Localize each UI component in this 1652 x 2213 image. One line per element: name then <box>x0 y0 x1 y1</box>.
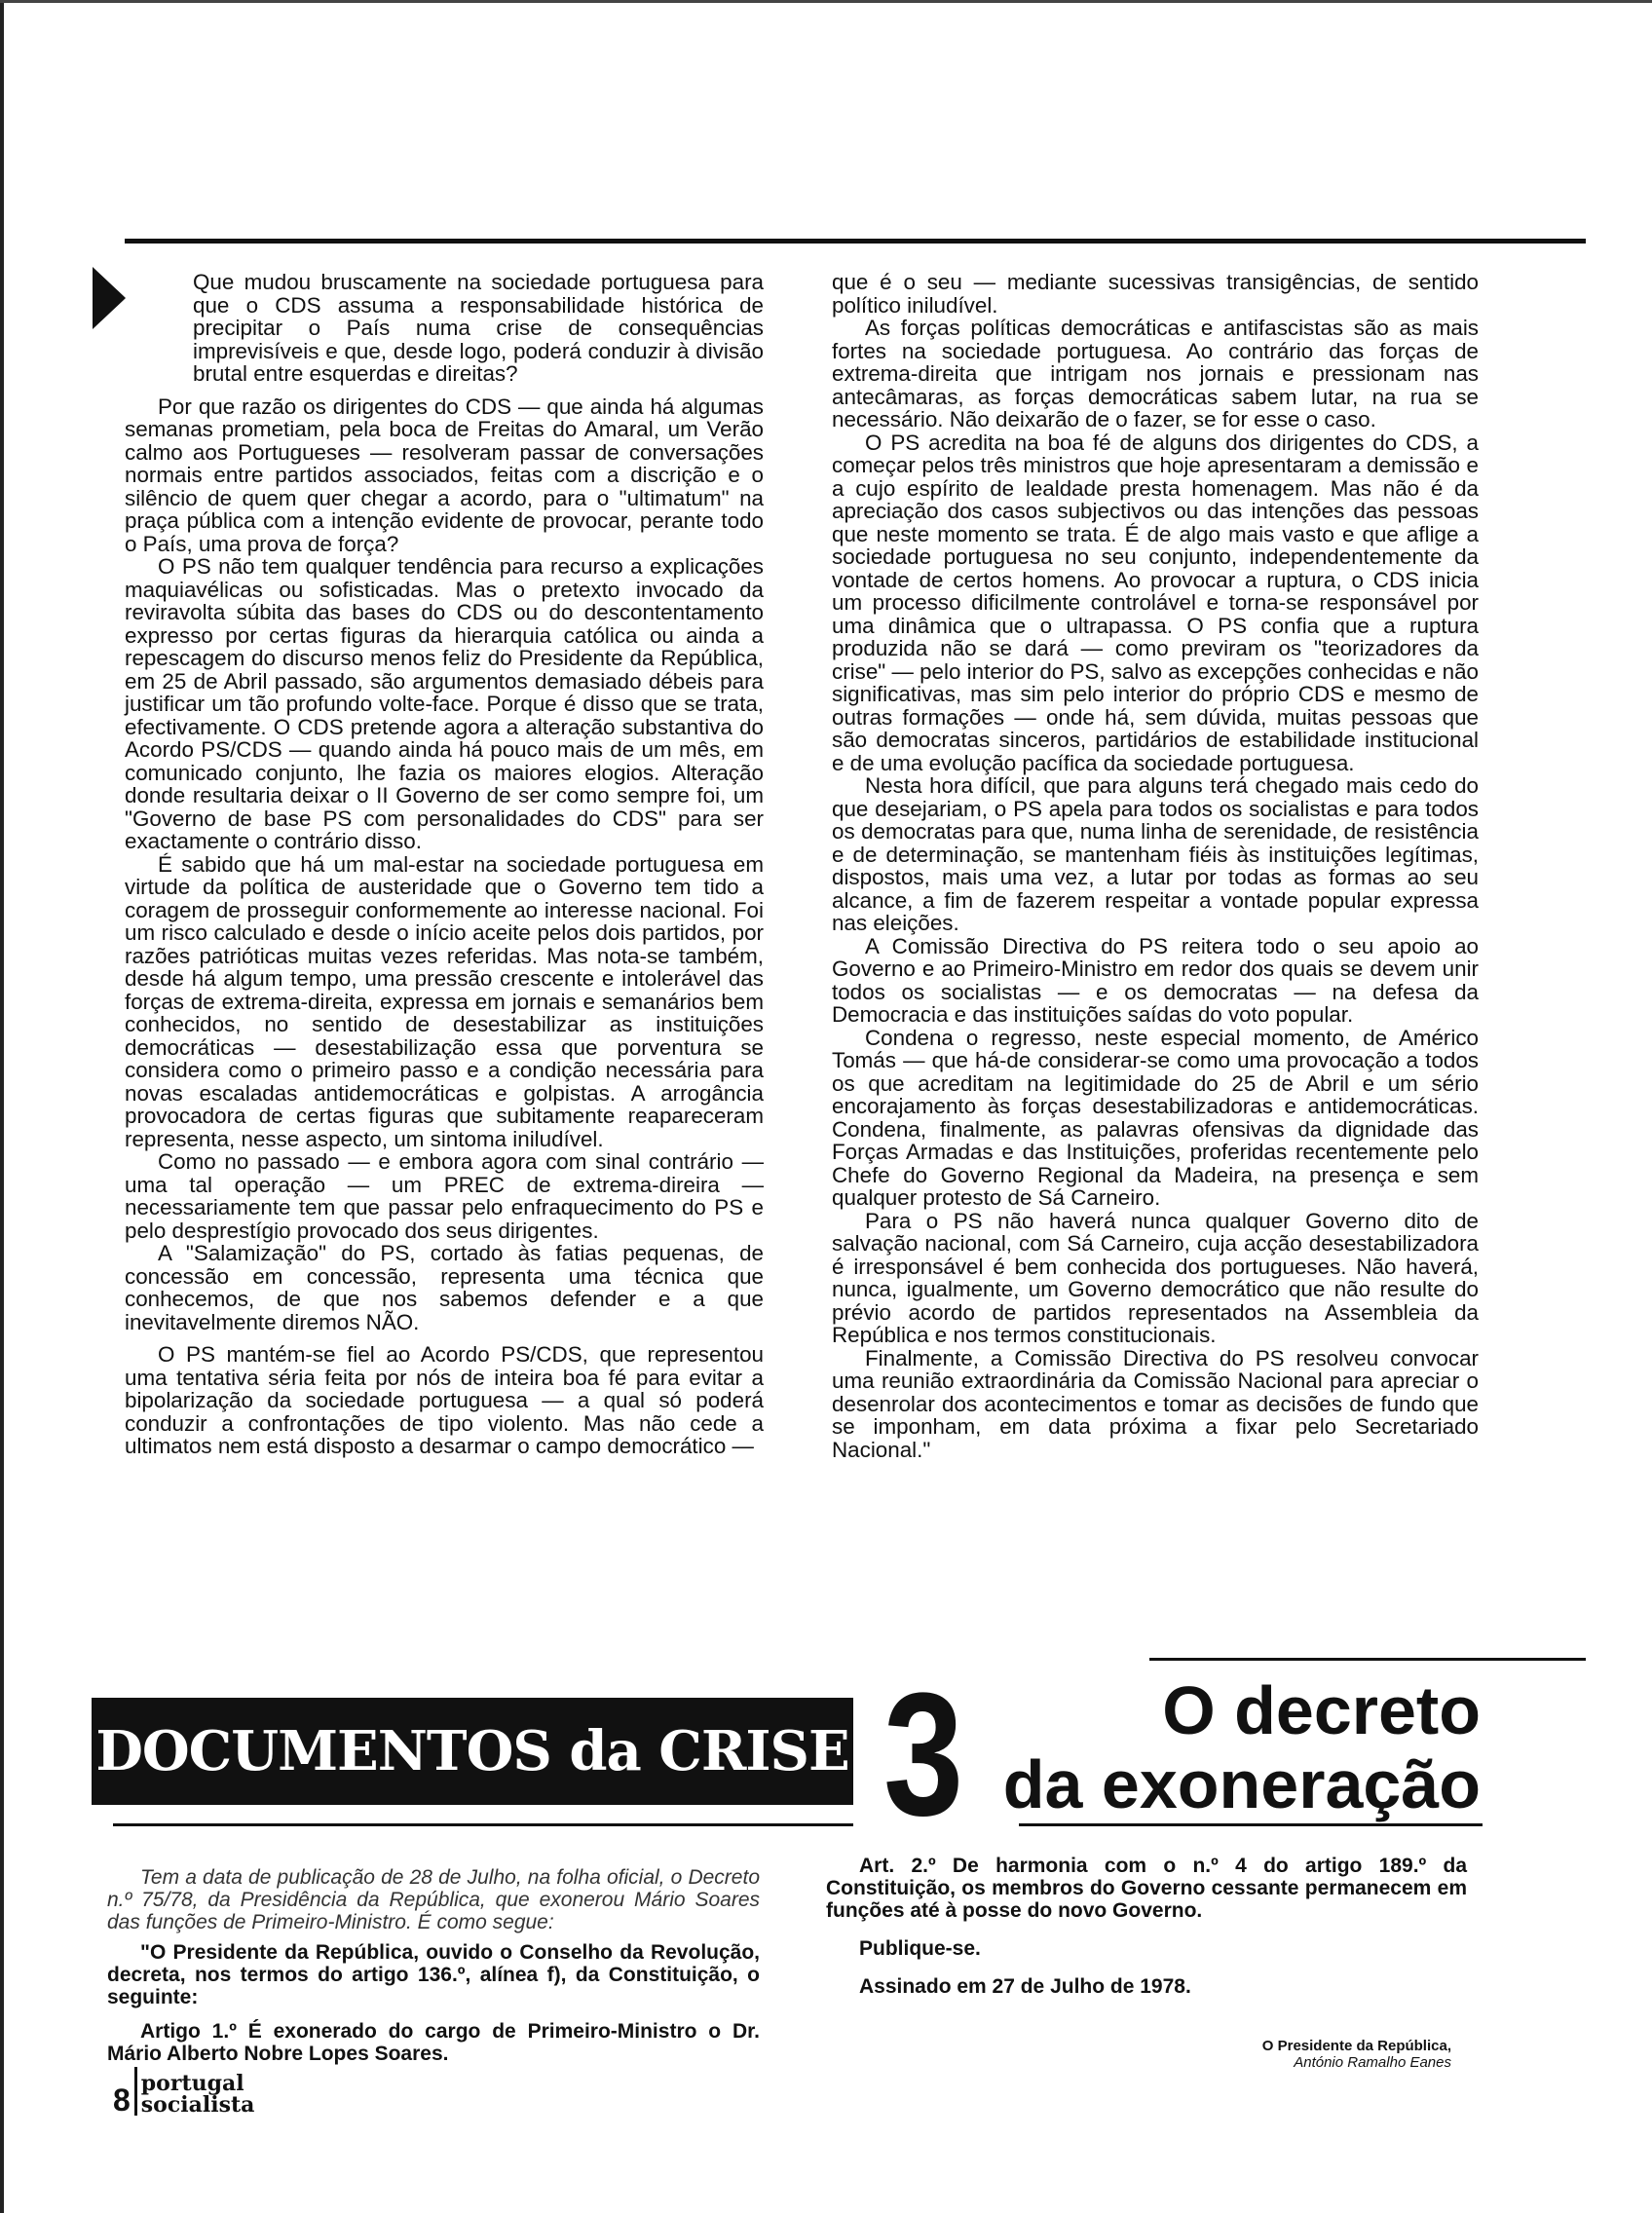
article-left-column <box>125 271 764 1458</box>
article-paragraph: Nesta hora difícil, que para alguns terá chegado mais cedo do que desejariam, o PS apela para todos os socialistas e para todos os democratas para que, numa linha de serenidade, de resistência e de determinação, se mantenham fiéis às instituições legítimas, dispostos, mais uma vez, a lutar por todas as formas ao seu alcance, a fim de fazerem respeitar a vontade popular expressa nas eleições. <box>832 773 1479 935</box>
section-underline-left <box>113 1823 853 1826</box>
article-paragraph: O PS não tem qualquer tendência para recurso a explicações maquiavélicas ou sofisticadas. Mas o pretexto invocado da reviravolta súbita das bases do CDS ou do descontentamento expresso por certas figuras da hierarquia católica ou ainda a repescagem do discurso menos feliz do Presidente da República, em 25 de Abril passado, são argumentos demasiado débeis para justificar um tão profundo volte-face. Porque é disso que se trata, efectivamente. O CDS pretende agora a alteração substantiva do Acordo PS/CDS — quando ainda há pouco mais de um mês, em comunicado conjunto, lhe fazia os maiores elogios. Alteração donde resultaria deixar o II Governo de ser como sempre foi, um "Governo de base PS com personalidades do CDS" para ser exactamente o contrário disso. <box>125 554 764 853</box>
article-paragraph: A Comissão Directiva do PS reitera todo o seu apoio ao Governo e ao Primeiro-Ministro em redor dos quais se devem unir todos os socialistas — e os democratas — na defesa da Democracia e das instituições saídas do voto popular. <box>832 933 1479 1027</box>
article-right-column <box>832 271 1479 1461</box>
decree-article-1: Artigo 1.º É exonerado do cargo de Primeiro-Ministro o Dr. Mário Alberto Nobre Lopes Soares. <box>107 2020 760 2065</box>
decree-article-2: Art. 2.º De harmonia com o n.º 4 do artigo 189.º da Constituição, os membros do Governo cessante permanecem em funções até à posse do novo Governo. <box>826 1855 1467 1922</box>
decree-signature <box>1140 2038 1451 2071</box>
top-rule <box>125 239 1586 244</box>
article-paragraph: O PS mantém-se fiel ao Acordo PS/CDS, que representou uma tentativa séria feita por nós de inteira boa fé para evitar a bipolarização da sociedade portuguesa — a qual só poderá conduzir a confrontações de tipo violento. Mas não cede a ultimatos nem está disposto a desarmar o campo democrático — <box>125 1342 764 1458</box>
footer-divider <box>134 2067 137 2116</box>
section-rule <box>1149 1658 1586 1661</box>
decree-intro: Tem a data de publicação de 28 de Julho, na folha oficial, o Decreto n.º 75/78, da Presidência da República, que exonerou Mário Soares das funções de Primeiro-Ministro. É como segue: <box>107 1866 760 1933</box>
section-title <box>994 1673 1481 1821</box>
section-number: 3 <box>883 1657 964 1853</box>
decree-left-column <box>107 1866 760 2065</box>
page-edge-top <box>0 0 1652 3</box>
section-title-line1: O decreto <box>1162 1672 1481 1748</box>
article-paragraph: A "Salamização" do PS, cortado às fatias pequenas, de concessão em concessão, representa uma técnica que conhecemos, de que nos sabemos defender e a que inevitavelmente diremos NÃO. <box>125 1241 764 1334</box>
section-banner-text: DOCUMENTOS da CRISE <box>95 1719 849 1783</box>
article-paragraph: Para o PS não haverá nunca qualquer Governo dito de salvação nacional, com Sá Carneiro, cuja acção desestabilizadora é irresponsável é bem conhecida dos portugueses. Não haverá, nunca, igualmente, um Governo democrático que não resulte do prévio acordo de partidos representados na Assembleia da República e nos termos constitucionais. <box>832 1208 1479 1347</box>
decree-right-column <box>826 1855 1467 1998</box>
section-underline-right <box>1019 1823 1483 1826</box>
article-paragraph: Condena o regresso, neste especial momento, de Américo Tomás — que há-de considerar-se como uma provocação a todos os que acreditam na legitimidade do 25 de Abril e um sério encorajamento às forças desestabilizadoras e antidemocráticas. Condena, finalmente, as palavras ofensivas da dignidade das Forças Armadas e das Instituições, proferidas recentemente pelo Chefe do Governo Regional da Madeira, na presença e sem qualquer protesto de Sá Carneiro. <box>832 1025 1479 1210</box>
page-number: 8 <box>113 2082 131 2118</box>
decree-publish: Publique-se. <box>859 1937 981 1960</box>
article-paragraph: Como no passado — e embora agora com sinal contrário — uma tal operação — um PREC de extrema-direira — necessariamente tem que passar pelo enfraquecimento do PS e pelo desprestígio provocado dos seus dirigentes. <box>125 1149 764 1243</box>
section-title-line2: da exoneração <box>1002 1746 1481 1822</box>
signer-name: António Ramalho Eanes <box>1294 2054 1451 2071</box>
arrow-bullet-icon <box>93 267 126 329</box>
article-paragraph: O PS acredita na boa fé de alguns dos dirigentes do CDS, a começar pelos três ministros que hoje apresentaram a demissão e a cujo espírito de lealdade presta homenagem. Mas não é da apreciação dos casos subjectivos ou das intenções das pessoas que neste momento se trata. É de algo mais vasto e que aflige a sociedade portuguesa no seu conjunto, independentemente da vontade de certos homens. Ao provocar a ruptura, o CDS inicia um processo dificilmente controlável e torna-se responsável por uma dinâmica que o ultrapassa. O PS confia que a ruptura produzida não se dará — como previram os "teorizadores da crise" — pelo interior do PS, salvo as excepções conhecidas e não significativas, mas sim pelo interior do próprio CDS e mesmo de outras formações — onde há, sem dúvida, muitas pessoas que são democratas sinceros, partidários de estabilidade institucional e de uma evolução pacífica da sociedade portuguesa. <box>832 430 1479 775</box>
article-paragraph: Por que razão os dirigentes do CDS — que ainda há algumas semanas prometiam, pela boca de Freitas do Amaral, um Verão calmo aos Portugueses — resolveram passar de conversações normais entre partidos associados, feitas com a discrição e o silêncio de quem quer chegar a acordo, para o "ultimatum" na praça pública com a intenção evidente de provocar, perante todo o País, uma prova de força? <box>125 394 764 556</box>
decree-preamble: "O Presidente da República, ouvido o Conselho da Revolução, decreta, nos termos do artigo 136.º, alínea f), da Constituição, o seguinte: <box>107 1941 760 2008</box>
article-paragraph: Finalmente, a Comissão Directiva do PS resolveu convocar uma reunião extraordinária da Comissão Nacional para apreciar o desenrolar dos acontecimentos e tomar as decisões de fundo que se imponham, em data próxima a fixar pelo Secretariado Nacional." <box>832 1345 1479 1462</box>
section-banner <box>92 1698 853 1805</box>
page-edge-left <box>0 0 4 2213</box>
logo-line1: portugal <box>140 2071 244 2096</box>
page-footer <box>113 2061 254 2116</box>
article-paragraph: que é o seu — mediante sucessivas transigências, de sentido político iniludível. <box>832 270 1479 318</box>
signer-title: O Presidente da República, <box>1261 2038 1451 2054</box>
logo-line2: socialista <box>140 2092 255 2118</box>
article-paragraph: Que mudou bruscamente na sociedade portuguesa para que o CDS assuma a responsabilidade histórica de precipitar o País numa crise de consequências imprevisíveis e que, desde logo, poderá conduzir à divisão brutal entre esquerdas e direitas? <box>193 270 764 386</box>
decree-signed-date: Assinado em 27 de Julho de 1978. <box>859 1975 1191 1998</box>
publication-logo <box>141 2073 255 2116</box>
article-paragraph: As forças políticas democráticas e antifascistas são as mais fortes na sociedade portuguesa. Ao contrário das forças de extrema-direita que intrigam nos jornais e pressionam nas antecâmaras, as forças democráticas sabem lutar, na rua se necessário. Não deixarão de o fazer, se for esse o caso. <box>832 316 1479 431</box>
article-paragraph: É sabido que há um mal-estar na sociedade portuguesa em virtude da política de austeridade que o Governo tem tido a coragem de prosseguir conformemente ao interesse nacional. Foi um risco calculado e desde o início aceite pelos dois partidos, por razões patrióticas muitas vezes referidas. Mas nota-se também, desde há algum tempo, uma pressão crescente e intolerável das forças de extrema-direita, expressa em jornais e semanários bem conhecidos, no sentido de desestabilizar as instituições democráticas — desestabilização essa que porventura se considera como o primeiro passo e a condição necessária para novas escaladas antidemocráticas e golpistas. A arrogância provocadora de certas figuras que subitamente reapareceram representa, nesse aspecto, um sintoma iniludível. <box>125 851 764 1151</box>
